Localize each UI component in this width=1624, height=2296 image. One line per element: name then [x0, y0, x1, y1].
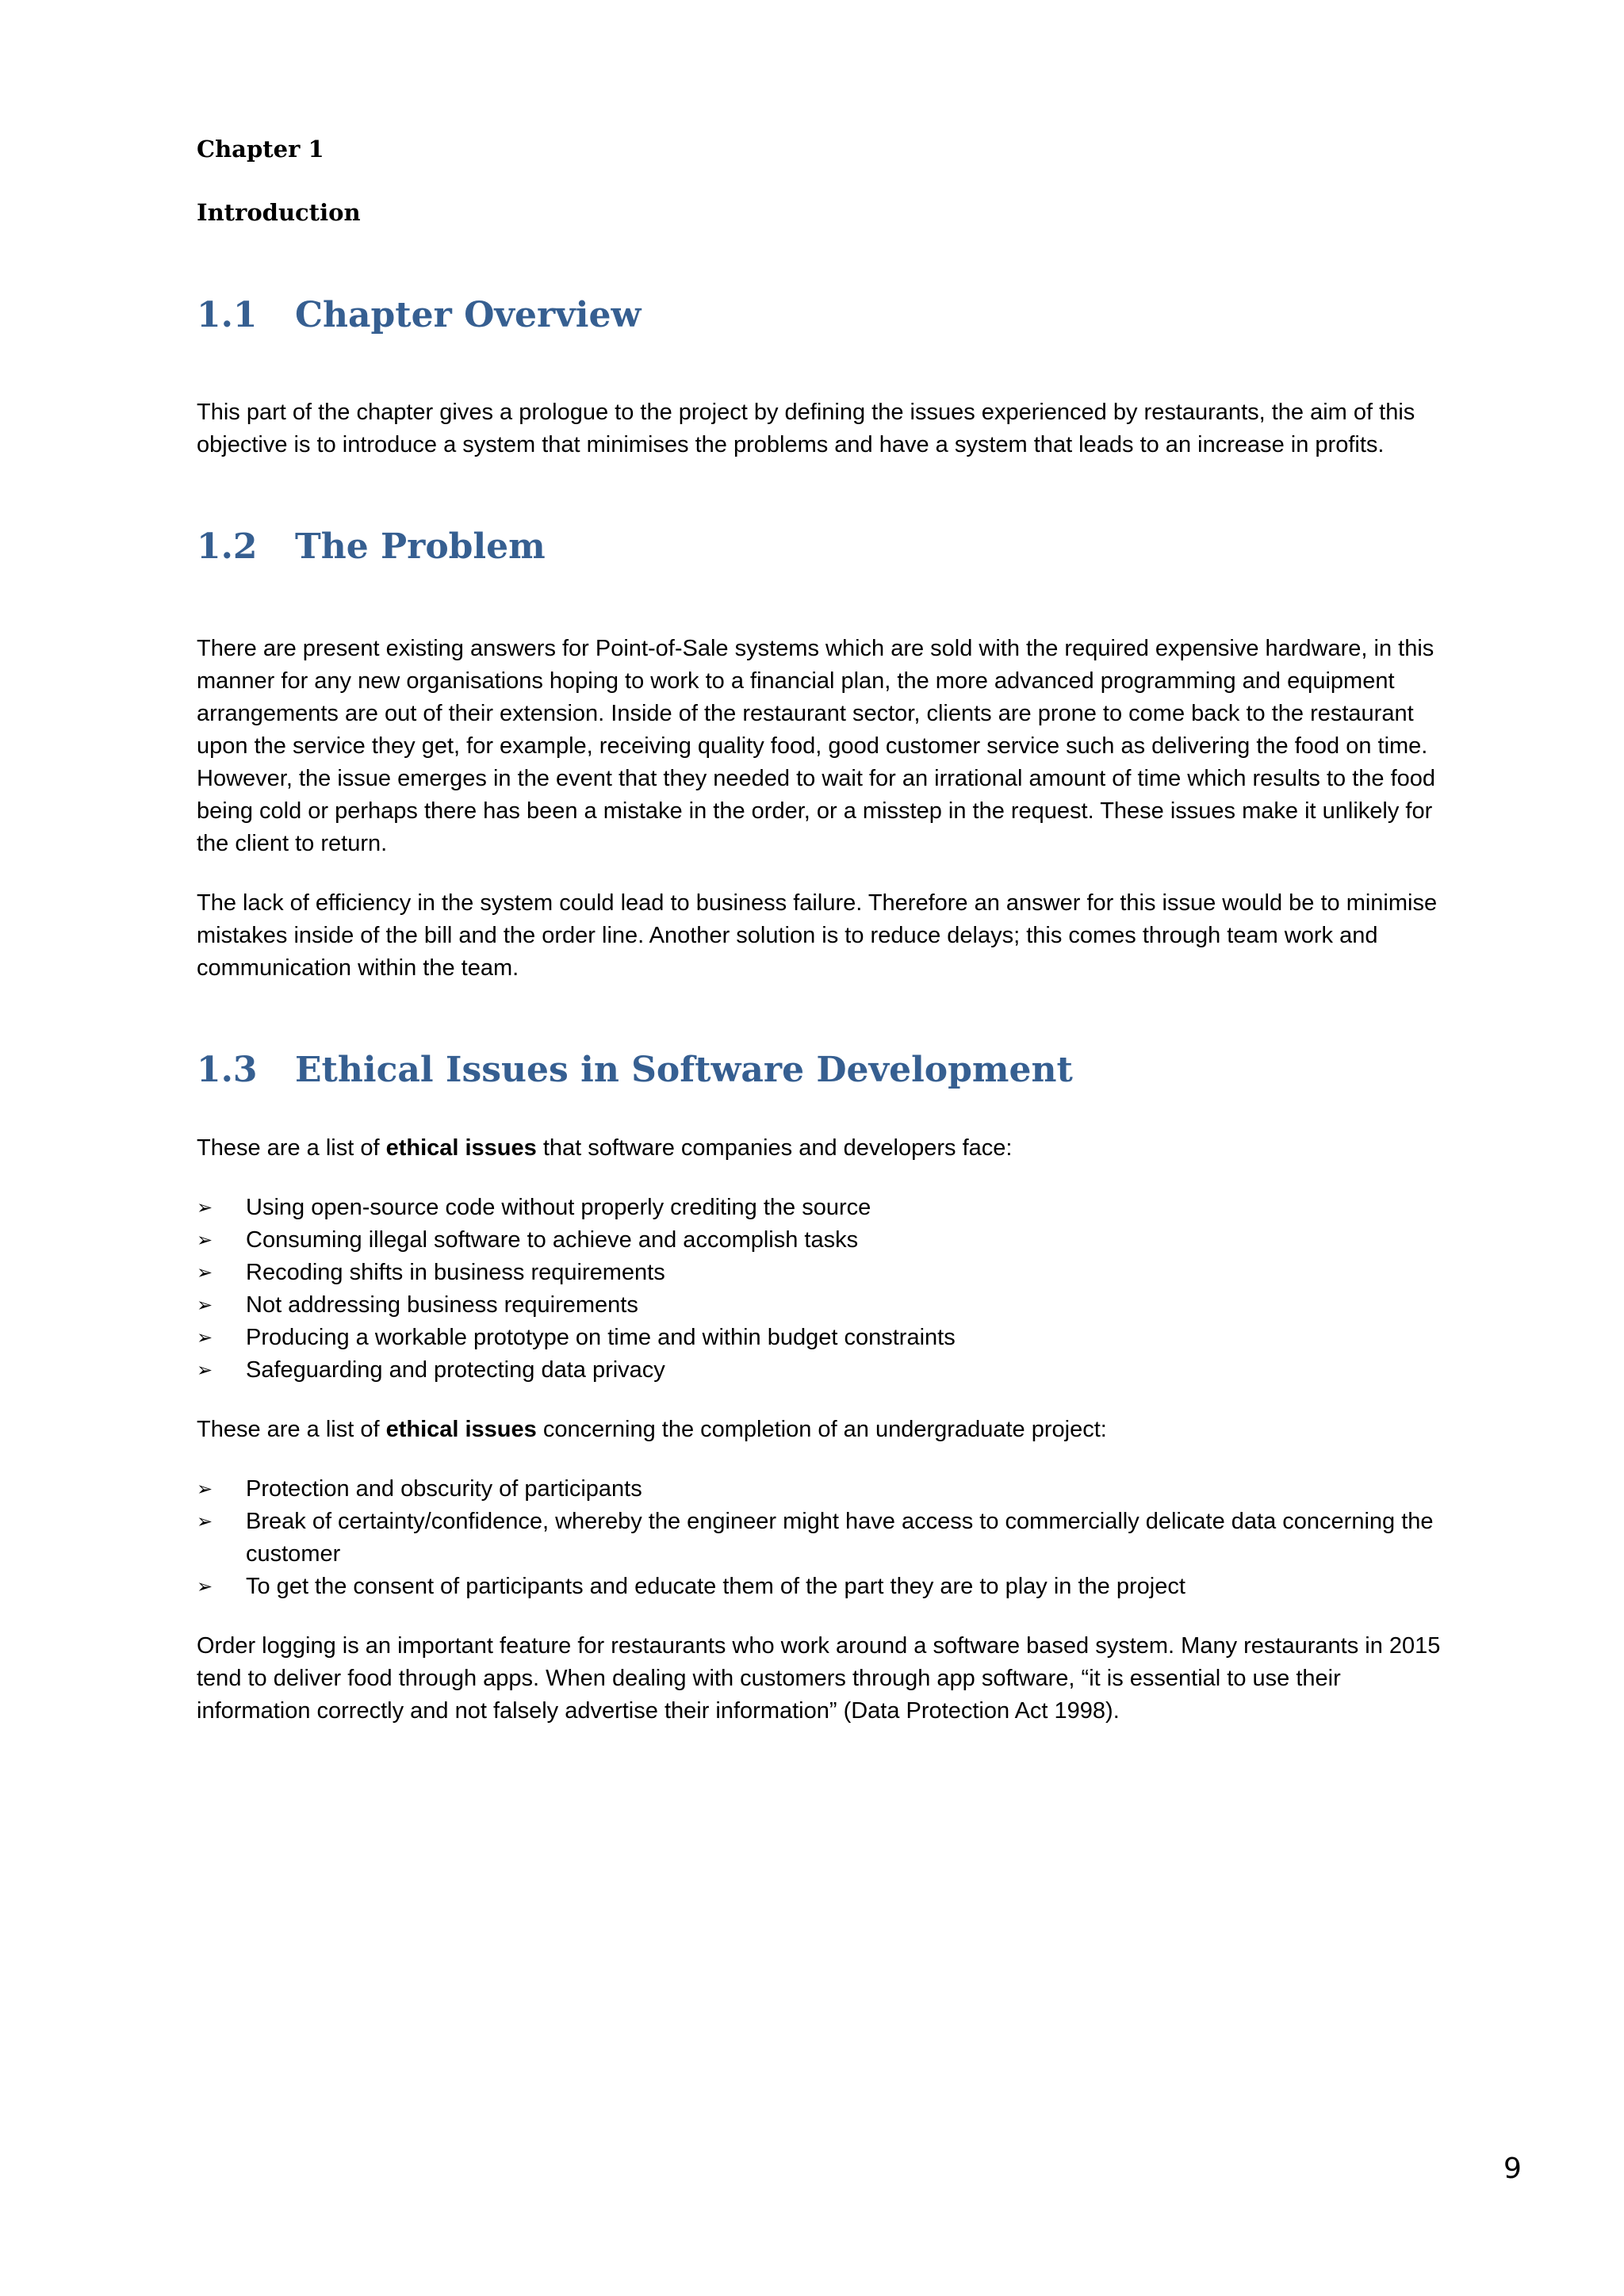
arrow-bullet-icon: ➢ — [197, 1510, 213, 1533]
intro-text: that software companies and developers face: — [536, 1135, 1013, 1161]
arrow-bullet-icon: ➢ — [197, 1575, 213, 1598]
list-item — [197, 1354, 1457, 1387]
list-item-text: Recoding shifts in business requirements — [246, 1260, 665, 1285]
section-heading-ethical-issues — [197, 1048, 1457, 1093]
developer-ethical-issues-list — [197, 1192, 1457, 1387]
ethical-intro-project — [197, 1414, 1457, 1446]
chapter-number: Chapter 1 — [197, 136, 324, 163]
arrow-bullet-icon: ➢ — [197, 1261, 213, 1284]
arrow-bullet-icon: ➢ — [197, 1359, 213, 1381]
intro-text: These are a list of — [197, 1135, 386, 1161]
arrow-bullet-icon: ➢ — [197, 1478, 213, 1500]
section-number: 1.2 — [197, 526, 258, 567]
list-item — [197, 1257, 1457, 1289]
intro-bold-text: ethical issues — [385, 1135, 537, 1161]
section-number: 1.3 — [197, 1050, 258, 1090]
list-item — [197, 1192, 1457, 1224]
arrow-bullet-icon: ➢ — [197, 1196, 213, 1219]
section-number: 1.1 — [197, 295, 258, 335]
problem-paragraph-2: The lack of efficiency in the system could lead to business failure. Therefore an answer for this issue would be to minimise mistakes inside of the bill and the order line. Another solution is to reduce delays; this comes through team work and communication within the team. — [197, 890, 1438, 981]
arrow-bullet-icon: ➢ — [197, 1294, 213, 1316]
list-item — [197, 1224, 1457, 1257]
arrow-bullet-icon: ➢ — [197, 1229, 213, 1251]
intro-text: concerning the completion of an undergraduate project: — [536, 1417, 1107, 1442]
arrow-bullet-icon: ➢ — [197, 1326, 213, 1349]
section-heading-overview — [197, 293, 1457, 338]
page-content — [197, 133, 1457, 1728]
list-item-text: Protection and obscurity of participants — [246, 1476, 642, 1502]
problem-paragraph-1: There are present existing answers for Point-of-Sale systems which are sold with the required expensive hardware, in this manner for any new organisations hoping to work to a financial plan, the more advanced programming and equipment arrangements are out of their extension. Inside of the restaurant sector, clients are prone to come back to the restaurant upon the service they get, for example, receiving quality food, good customer service such as delivering the food on time. However, the issue emerges in the event that they needed to wait for an irrational amount of time which results to the food being cold or perhaps there has been a mistake in the order, or a misstep in the request. These issues make it unlikely for the client to return. — [197, 636, 1436, 856]
list-item — [197, 1322, 1457, 1354]
list-item — [197, 1289, 1457, 1322]
list-item — [197, 1571, 1457, 1603]
section-title: Ethical Issues in Software Development — [295, 1050, 1073, 1090]
ethical-intro-developers — [197, 1132, 1457, 1165]
section-title: The Problem — [295, 526, 546, 567]
section-heading-problem — [197, 525, 1457, 569]
list-item-text: To get the consent of participants and educate them of the part they are to play in the project — [246, 1574, 1185, 1599]
intro-text: These are a list of — [197, 1417, 386, 1442]
chapter-title: Introduction — [197, 199, 361, 226]
list-item — [197, 1506, 1457, 1571]
overview-paragraph: This part of the chapter gives a prologue to the project by defining the issues experienced by restaurants, the aim of this objective is to introduce a system that minimises the problems and have a system that leads to an increase in profits. — [197, 400, 1415, 457]
list-item-text: Consuming illegal software to achieve and accomplish tasks — [246, 1227, 859, 1253]
list-item-text: Using open-source code without properly crediting the source — [246, 1195, 871, 1220]
list-item-text: Safeguarding and protecting data privacy — [246, 1357, 665, 1383]
list-item-text: Not addressing business requirements — [246, 1292, 638, 1318]
list-item-text: Break of certainty/confidence, whereby the engineer might have access to commercially delicate data concerning the customer — [246, 1509, 1434, 1567]
page-number: 9 — [1503, 2152, 1522, 2185]
section-title: Chapter Overview — [295, 295, 642, 335]
project-ethical-issues-list — [197, 1473, 1457, 1603]
intro-bold-text: ethical issues — [385, 1417, 537, 1442]
closing-paragraph: Order logging is an important feature for restaurants who work around a software based system. Many restaurants in 2015 tend to deliver food through apps. When dealing with customers through app software, “it is essential to use their information correctly and not falsely advertise their information” (Data Protection Act 1998). — [197, 1633, 1441, 1724]
list-item-text: Producing a workable prototype on time and within budget constraints — [246, 1325, 956, 1350]
list-item — [197, 1473, 1457, 1506]
